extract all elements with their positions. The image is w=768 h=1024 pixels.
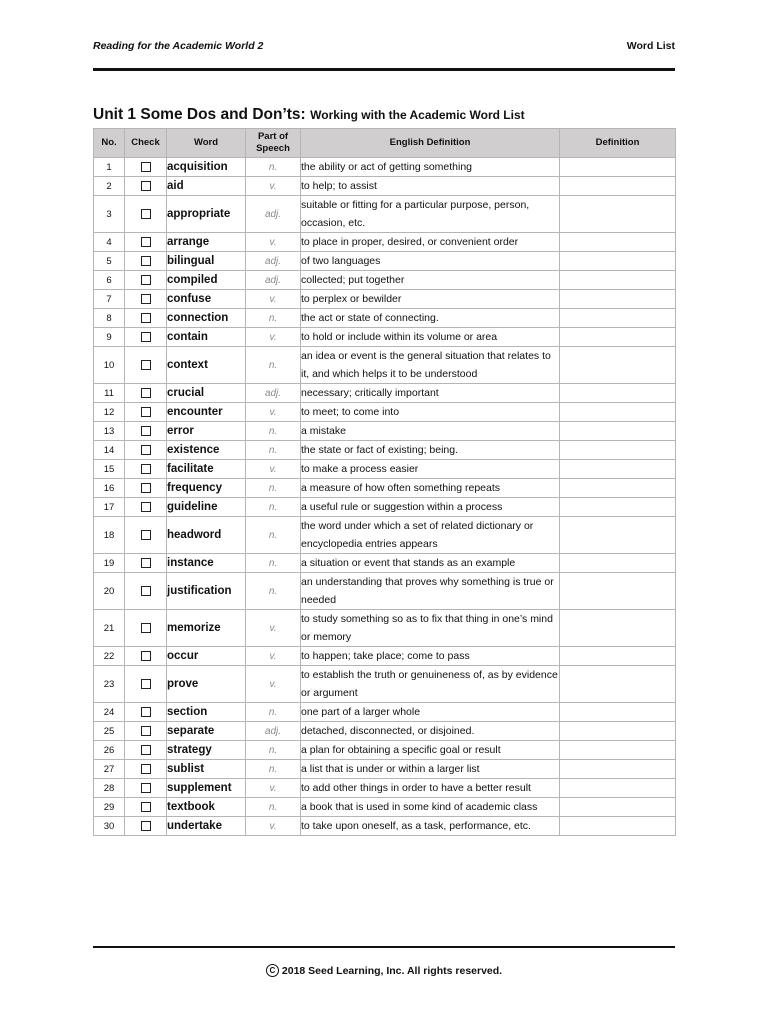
english-definition-cell: an idea or event is the general situation that relates to it, and which helps it to be understood <box>301 347 560 384</box>
table-row <box>94 722 676 741</box>
definition-cell[interactable] <box>560 158 676 177</box>
part-of-speech-cell: adj. <box>246 271 301 290</box>
definition-cell[interactable] <box>560 441 676 460</box>
english-definition-cell: suitable or fitting for a particular purpose, person, occasion, etc. <box>301 196 560 233</box>
word-cell: encounter <box>167 403 246 422</box>
row-number: 26 <box>94 741 125 760</box>
check-cell <box>125 403 167 422</box>
definition-cell[interactable] <box>560 647 676 666</box>
row-number: 21 <box>94 610 125 647</box>
part-of-speech-cell: n. <box>246 158 301 177</box>
word-cell: compiled <box>167 271 246 290</box>
table-row <box>94 328 676 347</box>
table-row <box>94 779 676 798</box>
word-cell: occur <box>167 647 246 666</box>
english-definition-cell: detached, disconnected, or disjoined. <box>301 722 560 741</box>
book-title: Reading for the Academic World 2 <box>93 40 264 52</box>
check-cell <box>125 158 167 177</box>
part-of-speech-cell: n. <box>246 309 301 328</box>
part-of-speech-cell: adj. <box>246 196 301 233</box>
row-number: 16 <box>94 479 125 498</box>
check-cell <box>125 233 167 252</box>
english-definition-cell: to study something so as to fix that thing in one’s mind or memory <box>301 610 560 647</box>
definition-cell[interactable] <box>560 403 676 422</box>
table-row <box>94 252 676 271</box>
english-definition-cell: collected; put together <box>301 271 560 290</box>
english-definition-cell: to place in proper, desired, or convenient order <box>301 233 560 252</box>
english-definition-cell: one part of a larger whole <box>301 703 560 722</box>
word-cell: undertake <box>167 817 246 836</box>
check-cell <box>125 309 167 328</box>
definition-cell[interactable] <box>560 610 676 647</box>
check-cell <box>125 798 167 817</box>
definition-cell[interactable] <box>560 741 676 760</box>
part-of-speech-cell: adj. <box>246 384 301 403</box>
english-definition-cell: necessary; critically important <box>301 384 560 403</box>
definition-cell[interactable] <box>560 554 676 573</box>
english-definition-cell: to meet; to come into <box>301 403 560 422</box>
word-cell: context <box>167 347 246 384</box>
part-of-speech-cell: v. <box>246 290 301 309</box>
checkbox[interactable] <box>141 745 151 755</box>
column-header-definition: Definition <box>560 129 676 158</box>
checkbox[interactable] <box>141 726 151 736</box>
word-cell: frequency <box>167 479 246 498</box>
english-definition-cell: to help; to assist <box>301 177 560 196</box>
table-header-row <box>94 129 676 158</box>
word-cell: justification <box>167 573 246 610</box>
row-number: 10 <box>94 347 125 384</box>
check-cell <box>125 779 167 798</box>
row-number: 14 <box>94 441 125 460</box>
english-definition-cell: a mistake <box>301 422 560 441</box>
word-cell: section <box>167 703 246 722</box>
word-cell: separate <box>167 722 246 741</box>
table-row <box>94 479 676 498</box>
check-cell <box>125 573 167 610</box>
part-of-speech-cell: v. <box>246 610 301 647</box>
table-row <box>94 422 676 441</box>
table-row <box>94 460 676 479</box>
table-row <box>94 271 676 290</box>
definition-cell[interactable] <box>560 760 676 779</box>
checkbox[interactable] <box>141 586 151 596</box>
check-cell <box>125 817 167 836</box>
word-cell: headword <box>167 517 246 554</box>
checkbox[interactable] <box>141 426 151 436</box>
column-header-no: No. <box>94 129 125 158</box>
row-number: 23 <box>94 666 125 703</box>
english-definition-cell: a list that is under or within a larger list <box>301 760 560 779</box>
check-cell <box>125 252 167 271</box>
part-of-speech-cell: adj. <box>246 722 301 741</box>
checkbox[interactable] <box>141 237 151 247</box>
word-cell: instance <box>167 554 246 573</box>
table-row <box>94 309 676 328</box>
definition-cell[interactable] <box>560 722 676 741</box>
table-row <box>94 760 676 779</box>
english-definition-cell: the act or state of connecting. <box>301 309 560 328</box>
footer-divider <box>93 946 675 948</box>
definition-cell[interactable] <box>560 573 676 610</box>
row-number: 29 <box>94 798 125 817</box>
english-definition-cell: the word under which a set of related dictionary or encyclopedia entries appears <box>301 517 560 554</box>
word-cell: guideline <box>167 498 246 517</box>
checkbox[interactable] <box>141 445 151 455</box>
checkbox[interactable] <box>141 707 151 717</box>
english-definition-cell: the state or fact of existing; being. <box>301 441 560 460</box>
row-number: 24 <box>94 703 125 722</box>
check-cell <box>125 196 167 233</box>
table-row <box>94 233 676 252</box>
part-of-speech-cell: v. <box>246 403 301 422</box>
part-of-speech-cell: v. <box>246 647 301 666</box>
row-number: 27 <box>94 760 125 779</box>
english-definition-cell: to take upon oneself, as a task, performance, etc. <box>301 817 560 836</box>
column-header-word: Word <box>167 129 246 158</box>
row-number: 28 <box>94 779 125 798</box>
definition-cell[interactable] <box>560 703 676 722</box>
word-list-table <box>93 128 676 836</box>
definition-cell[interactable] <box>560 233 676 252</box>
part-of-speech-cell: n. <box>246 498 301 517</box>
definition-cell[interactable] <box>560 290 676 309</box>
word-cell: existence <box>167 441 246 460</box>
table-row <box>94 666 676 703</box>
check-cell <box>125 703 167 722</box>
part-of-speech-cell: n. <box>246 517 301 554</box>
check-cell <box>125 441 167 460</box>
part-of-speech-cell: n. <box>246 760 301 779</box>
definition-cell[interactable] <box>560 196 676 233</box>
row-number: 22 <box>94 647 125 666</box>
row-number: 1 <box>94 158 125 177</box>
checkbox[interactable] <box>141 294 151 304</box>
table-row <box>94 290 676 309</box>
word-cell: confuse <box>167 290 246 309</box>
definition-cell[interactable] <box>560 384 676 403</box>
table-row <box>94 384 676 403</box>
checkbox[interactable] <box>141 407 151 417</box>
unit-title <box>93 106 525 124</box>
check-cell <box>125 347 167 384</box>
word-cell: supplement <box>167 779 246 798</box>
table-row <box>94 573 676 610</box>
check-cell <box>125 741 167 760</box>
table-row <box>94 517 676 554</box>
english-definition-cell: of two languages <box>301 252 560 271</box>
column-header-english-definition: English Definition <box>301 129 560 158</box>
part-of-speech-cell: n. <box>246 573 301 610</box>
english-definition-cell: to hold or include within its volume or area <box>301 328 560 347</box>
check-cell <box>125 722 167 741</box>
checkbox[interactable] <box>141 802 151 812</box>
checkbox[interactable] <box>141 313 151 323</box>
row-number: 19 <box>94 554 125 573</box>
english-definition-cell: an understanding that proves why something is true or needed <box>301 573 560 610</box>
table-row <box>94 403 676 422</box>
check-cell <box>125 460 167 479</box>
row-number: 17 <box>94 498 125 517</box>
word-cell: crucial <box>167 384 246 403</box>
english-definition-cell: a book that is used in some kind of academic class <box>301 798 560 817</box>
checkbox[interactable] <box>141 360 151 370</box>
check-cell <box>125 271 167 290</box>
checkbox[interactable] <box>141 162 151 172</box>
part-of-speech-cell: n. <box>246 798 301 817</box>
part-of-speech-cell: n. <box>246 441 301 460</box>
row-number: 3 <box>94 196 125 233</box>
row-number: 6 <box>94 271 125 290</box>
table-row <box>94 741 676 760</box>
checkbox[interactable] <box>141 821 151 831</box>
part-of-speech-cell: v. <box>246 328 301 347</box>
checkbox[interactable] <box>141 530 151 540</box>
definition-cell[interactable] <box>560 309 676 328</box>
english-definition-cell: to perplex or bewilder <box>301 290 560 309</box>
checkbox[interactable] <box>141 679 151 689</box>
word-cell: sublist <box>167 760 246 779</box>
row-number: 8 <box>94 309 125 328</box>
checkbox[interactable] <box>141 275 151 285</box>
row-number: 11 <box>94 384 125 403</box>
definition-cell[interactable] <box>560 271 676 290</box>
part-of-speech-cell: v. <box>246 233 301 252</box>
part-of-speech-cell: n. <box>246 554 301 573</box>
word-cell: facilitate <box>167 460 246 479</box>
row-number: 25 <box>94 722 125 741</box>
checkbox[interactable] <box>141 764 151 774</box>
definition-cell[interactable] <box>560 252 676 271</box>
english-definition-cell: a useful rule or suggestion within a process <box>301 498 560 517</box>
checkbox[interactable] <box>141 332 151 342</box>
unit-heading: Unit 1 Some Dos and Don’ts: <box>93 106 306 123</box>
table-row <box>94 554 676 573</box>
part-of-speech-cell: v. <box>246 817 301 836</box>
table-row <box>94 798 676 817</box>
definition-cell[interactable] <box>560 666 676 703</box>
definition-cell[interactable] <box>560 517 676 554</box>
definition-cell[interactable] <box>560 460 676 479</box>
checkbox[interactable] <box>141 256 151 266</box>
part-of-speech-cell: n. <box>246 703 301 722</box>
english-definition-cell: the ability or act of getting something <box>301 158 560 177</box>
word-cell: prove <box>167 666 246 703</box>
english-definition-cell: a measure of how often something repeats <box>301 479 560 498</box>
part-of-speech-cell: n. <box>246 479 301 498</box>
checkbox[interactable] <box>141 483 151 493</box>
column-header-part-of-speech: Part of Speech <box>246 129 301 158</box>
word-cell: strategy <box>167 741 246 760</box>
definition-cell[interactable] <box>560 347 676 384</box>
checkbox[interactable] <box>141 209 151 219</box>
copyright-icon: C <box>266 964 279 977</box>
part-of-speech-cell: v. <box>246 177 301 196</box>
row-number: 20 <box>94 573 125 610</box>
row-number: 9 <box>94 328 125 347</box>
english-definition-cell: to add other things in order to have a better result <box>301 779 560 798</box>
checkbox[interactable] <box>141 388 151 398</box>
definition-cell[interactable] <box>560 328 676 347</box>
table-row <box>94 196 676 233</box>
check-cell <box>125 498 167 517</box>
word-cell: connection <box>167 309 246 328</box>
section-label: Word List <box>626 40 675 52</box>
word-cell: error <box>167 422 246 441</box>
checkbox[interactable] <box>141 783 151 793</box>
part-of-speech-cell: n. <box>246 741 301 760</box>
english-definition-cell: a situation or event that stands as an example <box>301 554 560 573</box>
check-cell <box>125 760 167 779</box>
copyright-footer <box>0 964 768 977</box>
definition-cell[interactable] <box>560 422 676 441</box>
english-definition-cell: to make a process easier <box>301 460 560 479</box>
definition-cell[interactable] <box>560 479 676 498</box>
row-number: 18 <box>94 517 125 554</box>
check-cell <box>125 328 167 347</box>
definition-cell[interactable] <box>560 177 676 196</box>
word-cell: appropriate <box>167 196 246 233</box>
check-cell <box>125 647 167 666</box>
table-row <box>94 703 676 722</box>
check-cell <box>125 422 167 441</box>
row-number: 4 <box>94 233 125 252</box>
table-row <box>94 441 676 460</box>
definition-cell[interactable] <box>560 798 676 817</box>
definition-cell[interactable] <box>560 498 676 517</box>
word-cell: acquisition <box>167 158 246 177</box>
row-number: 7 <box>94 290 125 309</box>
checkbox[interactable] <box>141 502 151 512</box>
part-of-speech-cell: adj. <box>246 252 301 271</box>
english-definition-cell: a plan for obtaining a specific goal or result <box>301 741 560 760</box>
table-row <box>94 347 676 384</box>
part-of-speech-cell: v. <box>246 666 301 703</box>
table-row <box>94 647 676 666</box>
check-cell <box>125 479 167 498</box>
table-row <box>94 610 676 647</box>
table-row <box>94 498 676 517</box>
part-of-speech-cell: v. <box>246 460 301 479</box>
checkbox[interactable] <box>141 464 151 474</box>
copyright-text: 2018 Seed Learning, Inc. All rights reserved. <box>281 965 503 977</box>
row-number: 30 <box>94 817 125 836</box>
checkbox[interactable] <box>141 651 151 661</box>
check-cell <box>125 517 167 554</box>
english-definition-cell: to establish the truth or genuineness of, as by evidence or argument <box>301 666 560 703</box>
row-number: 2 <box>94 177 125 196</box>
check-cell <box>125 554 167 573</box>
part-of-speech-cell: n. <box>246 347 301 384</box>
word-cell: textbook <box>167 798 246 817</box>
word-cell: contain <box>167 328 246 347</box>
row-number: 15 <box>94 460 125 479</box>
checkbox[interactable] <box>141 558 151 568</box>
table-row <box>94 817 676 836</box>
unit-subtitle: Working with the Academic Word List <box>310 108 525 122</box>
check-cell <box>125 384 167 403</box>
header-divider <box>93 68 675 71</box>
part-of-speech-cell: v. <box>246 779 301 798</box>
table-row <box>94 158 676 177</box>
check-cell <box>125 290 167 309</box>
check-cell <box>125 666 167 703</box>
part-of-speech-cell: n. <box>246 422 301 441</box>
table-row <box>94 177 676 196</box>
row-number: 12 <box>94 403 125 422</box>
check-cell <box>125 610 167 647</box>
check-cell <box>125 177 167 196</box>
column-header-check: Check <box>125 129 167 158</box>
row-number: 13 <box>94 422 125 441</box>
checkbox[interactable] <box>141 181 151 191</box>
word-cell: memorize <box>167 610 246 647</box>
row-number: 5 <box>94 252 125 271</box>
definition-cell[interactable] <box>560 779 676 798</box>
english-definition-cell: to happen; take place; come to pass <box>301 647 560 666</box>
word-cell: bilingual <box>167 252 246 271</box>
word-cell: arrange <box>167 233 246 252</box>
checkbox[interactable] <box>141 623 151 633</box>
definition-cell[interactable] <box>560 817 676 836</box>
word-cell: aid <box>167 177 246 196</box>
